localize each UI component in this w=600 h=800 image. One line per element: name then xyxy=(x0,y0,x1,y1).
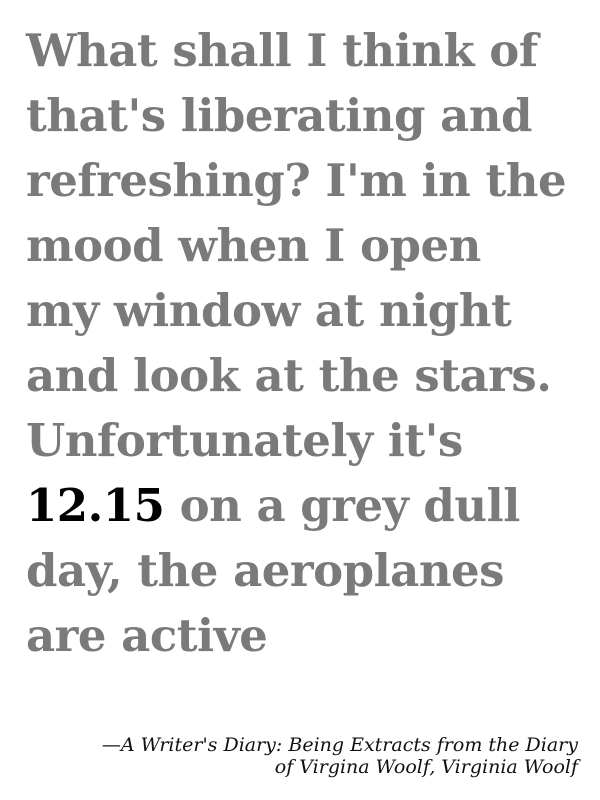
quote-line: refreshing? I'm in the xyxy=(26,154,567,207)
quote-line: my window at night xyxy=(26,284,512,337)
quote-text xyxy=(26,18,596,668)
time-highlight: 12.15 xyxy=(26,479,165,532)
attribution-line: —A Writer's Diary: Being Extracts from the Diary xyxy=(101,734,578,756)
quote-line: What shall I think of xyxy=(26,24,538,77)
quote-line: are active xyxy=(26,609,268,662)
attribution-line: of Virgina Woolf, Virginia Woolf xyxy=(274,756,578,778)
quote-line: that's liberating and xyxy=(26,89,532,142)
quote-line-suffix: on a grey dull xyxy=(164,479,520,532)
quote-line: Unfortunately it's xyxy=(26,414,463,467)
attribution xyxy=(18,734,578,778)
quote-line-with-time xyxy=(26,473,596,538)
quote-line: and look at the stars. xyxy=(26,349,552,402)
quote-line: mood when I open xyxy=(26,219,481,272)
quote-line: day, the aeroplanes xyxy=(26,544,505,597)
